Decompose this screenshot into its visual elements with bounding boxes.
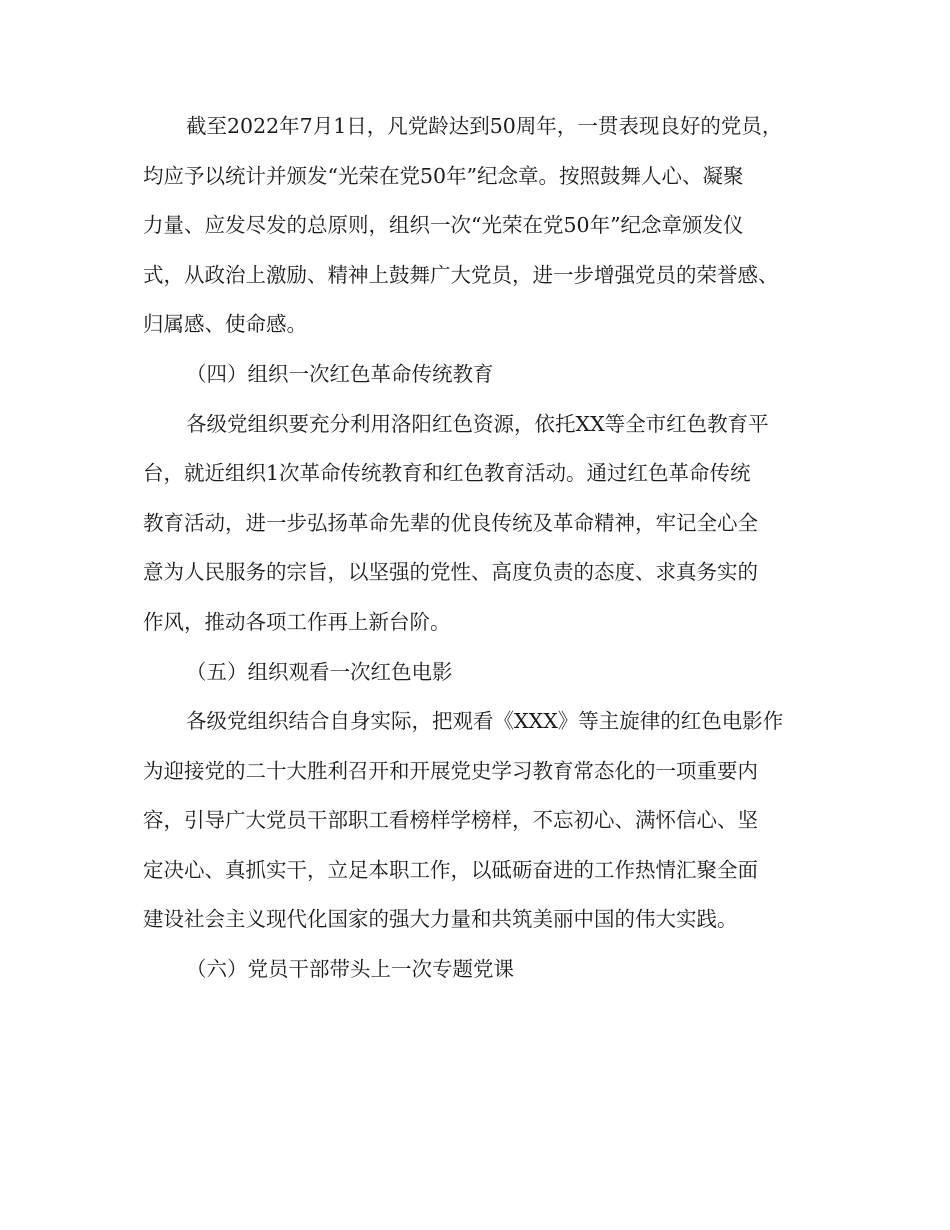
paragraph-line: 各级党组织要充分利用洛阳红色资源，依托XX等全市红色教育平	[186, 412, 769, 436]
paragraph-line: 为迎接党的二十大胜利召开和开展党史学习教育常态化的一项重要内	[143, 759, 758, 783]
paragraph-line: 意为人民服务的宗旨，以坚强的党性、高度负责的态度、求真务实的	[143, 560, 758, 584]
paragraph-line: 截至2022年7月1日，凡党龄达到50周年，一贯表现良好的党员，	[186, 114, 783, 138]
paragraph-line: 容，引导广大党员干部职工看榜样学榜样，不忘初心、满怀信心、坚	[143, 808, 758, 832]
section-heading: （五）组织观看一次红色电影	[186, 660, 453, 684]
paragraph-line: 各级党组织结合自身实际，把观看《XXX》等主旋律的红色电影作	[186, 709, 784, 733]
paragraph-line: 建设社会主义现代化国家的强大力量和共筑美丽中国的伟大实践。	[143, 907, 738, 931]
paragraph-line: 归属感、使命感。	[143, 312, 307, 336]
section-heading: （六）党员干部带头上一次专题党课	[186, 957, 514, 981]
paragraph-line: 力量、应发尽发的总原则，组织一次“光荣在党50年”纪念章颁发仪	[143, 213, 744, 237]
section-heading: （四）组织一次红色革命传统教育	[186, 362, 494, 386]
paragraph-line: 均应予以统计并颁发“光荣在党50年”纪念章。按照鼓舞人心、凝聚	[143, 164, 744, 188]
paragraph-line: 台，就近组织1次革命传统教育和红色教育活动。通过红色革命传统	[143, 461, 751, 485]
paragraph-line: 作风，推动各项工作再上新台阶。	[143, 610, 451, 634]
paragraph-line: 教育活动，进一步弘扬革命先辈的优良传统及革命精神，牢记全心全	[143, 511, 758, 535]
paragraph-line: 式，从政治上激励、精神上鼓舞广大党员，进一步增强党员的荣誉感、	[143, 263, 779, 287]
paragraph-line: 定决心、真抓实干，立足本职工作，以砥砺奋进的工作热情汇聚全面	[143, 858, 758, 882]
